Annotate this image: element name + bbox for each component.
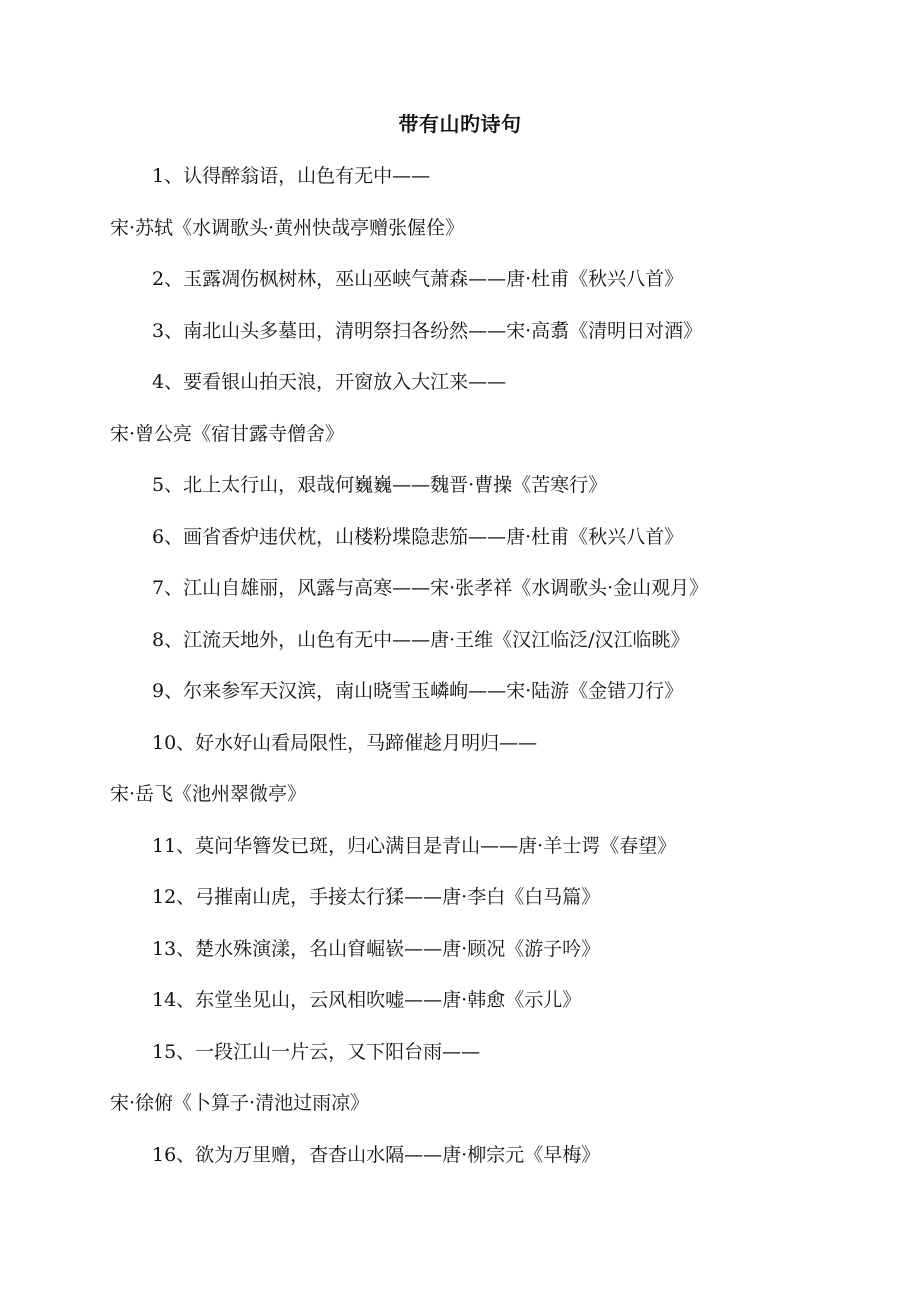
poem-line: 16、欲为万里赠，杳杳山水隔——唐·柳宗元《早梅》 xyxy=(152,1144,601,1166)
poem-line: 7、江山自雄丽，风露与高寒——宋·张孝祥《水调歌头·金山观月》 xyxy=(152,577,709,599)
poem-line: 5、北上太行山，艰哉何巍巍——魏晋·曹操《苦寒行》 xyxy=(152,474,608,496)
poem-line: 4、要看银山拍天浪，开窗放入大江来—— xyxy=(152,371,507,393)
poem-line: 13、楚水殊演漾，名山窅崛嵚——唐·顾况《游子吟》 xyxy=(152,938,601,960)
poem-line: 10、好水好山看局限性，马蹄催趁月明归—— xyxy=(152,732,538,754)
poem-line: 1、认得醉翁语，山色有无中—— xyxy=(152,165,431,187)
poem-line: 12、弓摧南山虎，手接太行猱——唐·李白《白马篇》 xyxy=(152,886,601,908)
poem-line: 15、一段江山一片云，又下阳台雨—— xyxy=(152,1041,481,1063)
poem-line: 2、玉露凋伤枫树林，巫山巫峡气萧森——唐·杜甫《秋兴八首》 xyxy=(152,268,684,290)
poem-line: 3、南北山头多墓田，清明祭扫各纷然——宋·高翥《清明日对酒》 xyxy=(152,320,703,342)
poem-source-line: 宋·岳飞《池州翠微亭》 xyxy=(110,783,307,805)
poem-line: 14、东堂坐见山，云风相吹嘘——唐·韩愈《示儿》 xyxy=(152,989,582,1011)
poem-line: 9、尔来参军天汉滨，南山晓雪玉嶙峋——宋·陆游《金错刀行》 xyxy=(152,680,684,702)
poem-source-line: 宋·苏轼《水调歌头·黄州快哉亭赠张偓佺》 xyxy=(110,217,465,239)
poem-source-line: 宋·曾公亮《宿甘露寺僧舍》 xyxy=(110,423,345,445)
document-title: 带有山旳诗句 xyxy=(398,112,522,136)
poem-line: 8、江流天地外，山色有无中——唐·王维《汉江临泛/汉江临眺》 xyxy=(152,629,690,651)
poem-line: 6、画省香炉违伏枕，山楼粉堞隐悲笳——唐·杜甫《秋兴八首》 xyxy=(152,526,684,548)
poem-source-line: 宋·徐俯《卜算子·清池过雨凉》 xyxy=(110,1092,370,1114)
poem-line: 11、莫问华簪发已斑，归心满目是青山——唐·羊士谔《春望》 xyxy=(152,835,677,857)
